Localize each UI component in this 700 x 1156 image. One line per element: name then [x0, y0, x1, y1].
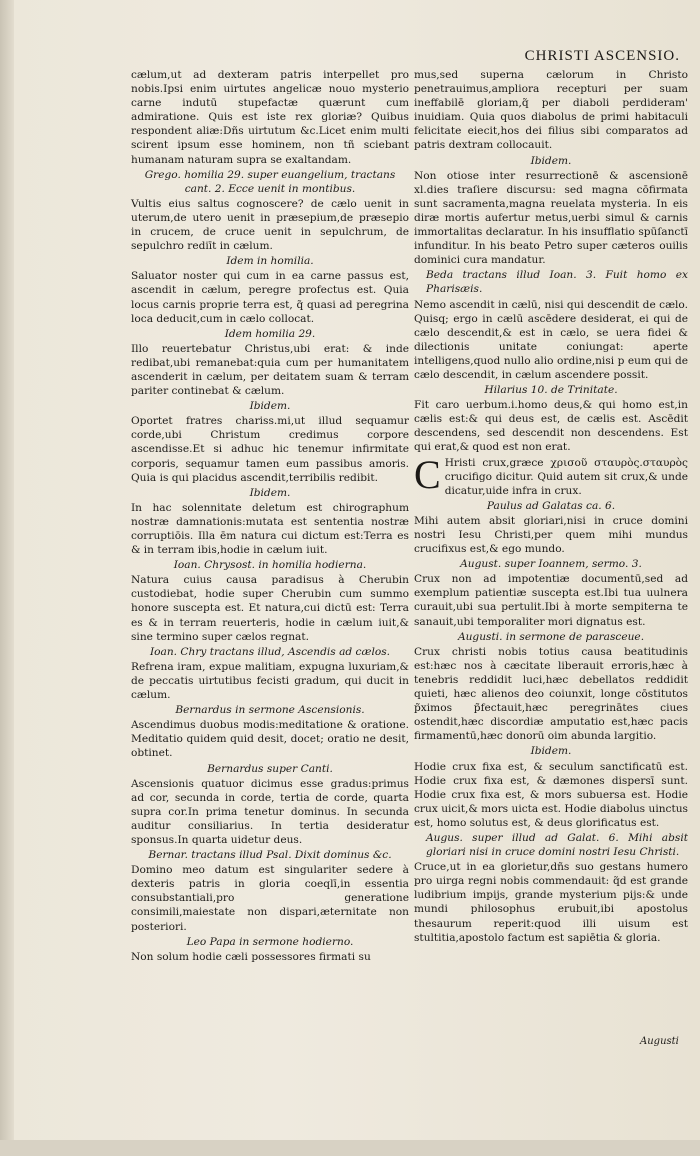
citation-heading: Idem homilia 29.	[224, 327, 316, 340]
running-head: CHRISTI ASCENSIO.	[524, 48, 680, 64]
paragraph: Saluator noster qui cum in ea carne passus est, ascendit in cælum, peregre profectus est. Quia locus carnis proprie terra est, q̃ quasi ad peregrina loca deducit,cum in cælo collocat.	[131, 270, 409, 325]
paragraph-text: Hristi crux,græce χρισοῦ σταυρὸς.σταυρὸς crucifigo dicitur. Quid autem sit crux,& unde dicatur,uide infra in crux.	[444, 456, 688, 497]
paragraph: Vultis eius saltus cognoscere? de cælo uenit in uterum,de utero uenit in præsepium,de præsepio in crucem, de cruce uenit in sepulchrum, de sepulchro rediīt in cælum.	[131, 197, 409, 253]
paragraph: Domino meo datum est singulariter sedere à dexteris patris in gloria coeqlī,in essentia consubstantiali,pro generatione consimili,maiestate non dispari,æternitate non posteriori.	[131, 864, 409, 933]
dropcap-letter: C	[414, 451, 441, 497]
paragraph: Non otiose inter resurrectionē & ascensionē xl.dies traſiere discursu: sed magna cōfirmata sunt sacramenta,magna reuelata mysteria. In eis diræ mortis aufertur metus,uerbi simul & carnis immortalitas declaratur. In his insufflatio spūſanctī infunditur. In his beato Petro super cæteros ouilis dominici cura mandatur.	[414, 169, 688, 267]
paragraph: Non solum hodie cæli possessores firmati su	[131, 950, 371, 963]
page-bottom-edge	[0, 1140, 700, 1156]
paragraph: Crux christi nobis totius causa beatitudinis est:hæc nos à cæcitate liberauit erroris,hæc à tenebris reddidit luci,hæc debellatos reddidit quieti, hæc alienos deo coiunxit, longe cōstitutos p̃ximos p̃fectauit,hæc peregrinātes ciues ostendit,hæc discordiæ amputatio est,hæc pacis firmamentū,hæc donorū oim abunda largitio.	[414, 645, 688, 743]
paragraph: Ascensionis quatuor dicimus esse gradus:primus ad cor, secunda in corde, tertia de corde, quarta supra cor.In prima tenetur dominus. In secunda auditur consiliarius. In tertia desideratur sponsus.In quarta uidetur deus.	[131, 777, 409, 846]
page-gutter	[0, 0, 14, 1156]
citation-heading: Ibidem.	[249, 486, 291, 499]
paragraph: Hodie crux fixa est, & seculum sanctificatū est. Hodie crux fixa est, & dæmones dispersī sunt. Hodie crux fixa est, & mors subuersa est. Hodie crux uicit,& mors uicta est. Hodie diabolus uinctus est, homo solutus est, & deus glorificatus est.	[414, 760, 688, 829]
citation-heading: Ibidem.	[530, 154, 572, 167]
citation-heading: Leo Papa in sermone hodierno.	[186, 935, 354, 948]
citation-heading: Beda tractans illud Ioan. 3. Fuit homo ex Pharisæis.	[426, 269, 688, 296]
citation-heading: Ibidem.	[530, 745, 572, 758]
citation-heading: Ioan. Chry tractans illud, Ascendis ad cælos.	[149, 645, 391, 658]
paragraph: Refrena iram, expue malitiam, expugna luxuriam,& de peccatis uirtutibus fecisti gradum, qui ducit in cælum.	[131, 660, 409, 702]
paragraph: Cruce,ut in ea glorietur,dñs suo gestans humero pro uirga regni nobis commendauit: q̃d est grande ludibrium impijs, grande mysterium pijs:& unde mundi philosophus erubuit,ibi apostolus thesaurum reperit:quod illi uisum est stultitia,apostolo factum est sapiētia & gloria.	[414, 861, 688, 944]
citation-heading: Bernar. tractans illud Psal. Dixit dominus &c.	[148, 849, 392, 862]
citation-heading: Hilarius 10. de Trinitate.	[484, 384, 618, 397]
citation-heading: Augus. super illud ad Galat. 6. Mihi absit gloriari nisi in cruce domini nostri Iesu Christi.	[426, 831, 688, 859]
citation-heading: Paulus ad Galatas ca. 6.	[486, 499, 616, 512]
paragraph: cælum,ut ad dexteram patris interpellet pro nobis.Ipsi enim uirtutes angelicæ nouo mysterio carne indutū stupefactæ quærunt cum admiratione. Quis est iste rex gloriæ? Quibus respondent aliæ:Dñs uirtutum &c.Licet enim multi scirent ipsum esse hominem, non tñ sciebant humanam naturam supra se exaltandam.	[131, 69, 409, 166]
paragraph: Crux non ad impotentiæ documentū,sed ad exemplum patientiæ suscepta est.Ibi tua uulnera curauit,ubi sua pertulit.Ibi à morte sempiterna te sanauit,ubi temporaliter mori dignatus est.	[414, 573, 688, 628]
paragraph: Oportet fratres chariss.mi,ut illud sequamur corde,ubi Christum credimus corpore ascendisse.Et si adhuc hic tenemur infirmitate corporis, sequamur tamen eum passibus amoris. Quia is qui placidus ascendit,terribilis redibit.	[131, 415, 409, 484]
paragraph: Mihi autem absit gloriari,nisi in cruce domini nostri Iesu Christi,per quem mihi mundus crucifixus est,& ego mundo.	[414, 514, 688, 556]
paragraph: Ascendimus duobus modis:meditatione & oratione. Meditatio quidem quid desit, docet; oratio ne desit, obtinet.	[131, 719, 409, 760]
paragraph: Illo reuertebatur Christus,ubi erat: & inde redibat,ubi remanebat:quia cum per humanitatem ascenderit in cælum, per deitatem suam & terram pariter continebat & cælum.	[131, 342, 409, 398]
citation-heading: Grego. homilia 29. super euangelium, tractans cant. 2. Ecce uenit in montibus.	[144, 168, 396, 195]
paragraph: Fit caro uerbum.i.homo deus,& qui homo est,in cælis est:& qui deus est, de cælis est. Ascēdit descendens, sed descendit non descendens. Est qui erat,& quod est non erat.	[414, 399, 688, 454]
citation-heading: Bernardus in sermone Ascensionis.	[175, 704, 365, 717]
paragraph: Natura cuius causa paradisus à Cherubin custodiebat, hodie super Cherubin cum summo honore suscepta est. Et natura,cui dictū est: Terra es & in terram reuerteris, hodie in cælum iuit,& sine termino super cælos regnat.	[131, 574, 409, 643]
catchword: Augusti	[640, 1036, 679, 1047]
paragraph: In hac solennitate deletum est chirographum nostræ damnationis:mutata est sententia nostræ corruptiōis. Illa ēm natura cui dictum est:Terra es & in terram ibis,hodie in cælum iuit.	[131, 501, 409, 557]
right-column	[414, 68, 688, 946]
citation-heading: Augusti. in sermone de parasceue.	[457, 630, 645, 643]
citation-heading: Bernardus super Canti.	[207, 762, 333, 775]
citation-heading: Ibidem.	[249, 400, 291, 413]
citation-heading: Idem in homilia.	[226, 255, 314, 268]
citation-heading: August. super Ioannem, sermo. 3.	[460, 558, 642, 571]
paragraph: mus,sed superna cælorum in Christo penetrauimus,ampliora recepturi per suam ineffabilē gloriam,q̃ per diaboli perdideram' inuidiam. Quia quos diabolus de primi habitaculi felicitate eiecit,hos dei filius sibi comparatos ad patris dextram collocauit.	[414, 69, 688, 152]
paragraph: Nemo ascendit in cælū, nisi qui descendit de cælo. Quisq; ergo in cælū ascēdere desiderat, ei qui de cælo descendit,& est in cælo, se uera fidei & dilectionis unitate coniungat: aperte intelligens,quod nullo alio ordine,nisi p eum qui de cælo descendit, in cælum ascendere possit.	[414, 298, 688, 381]
dropcap-paragraph	[414, 451, 688, 498]
left-column	[131, 68, 409, 965]
citation-heading: Ioan. Chrysost. in homilia hodierna.	[173, 559, 367, 572]
